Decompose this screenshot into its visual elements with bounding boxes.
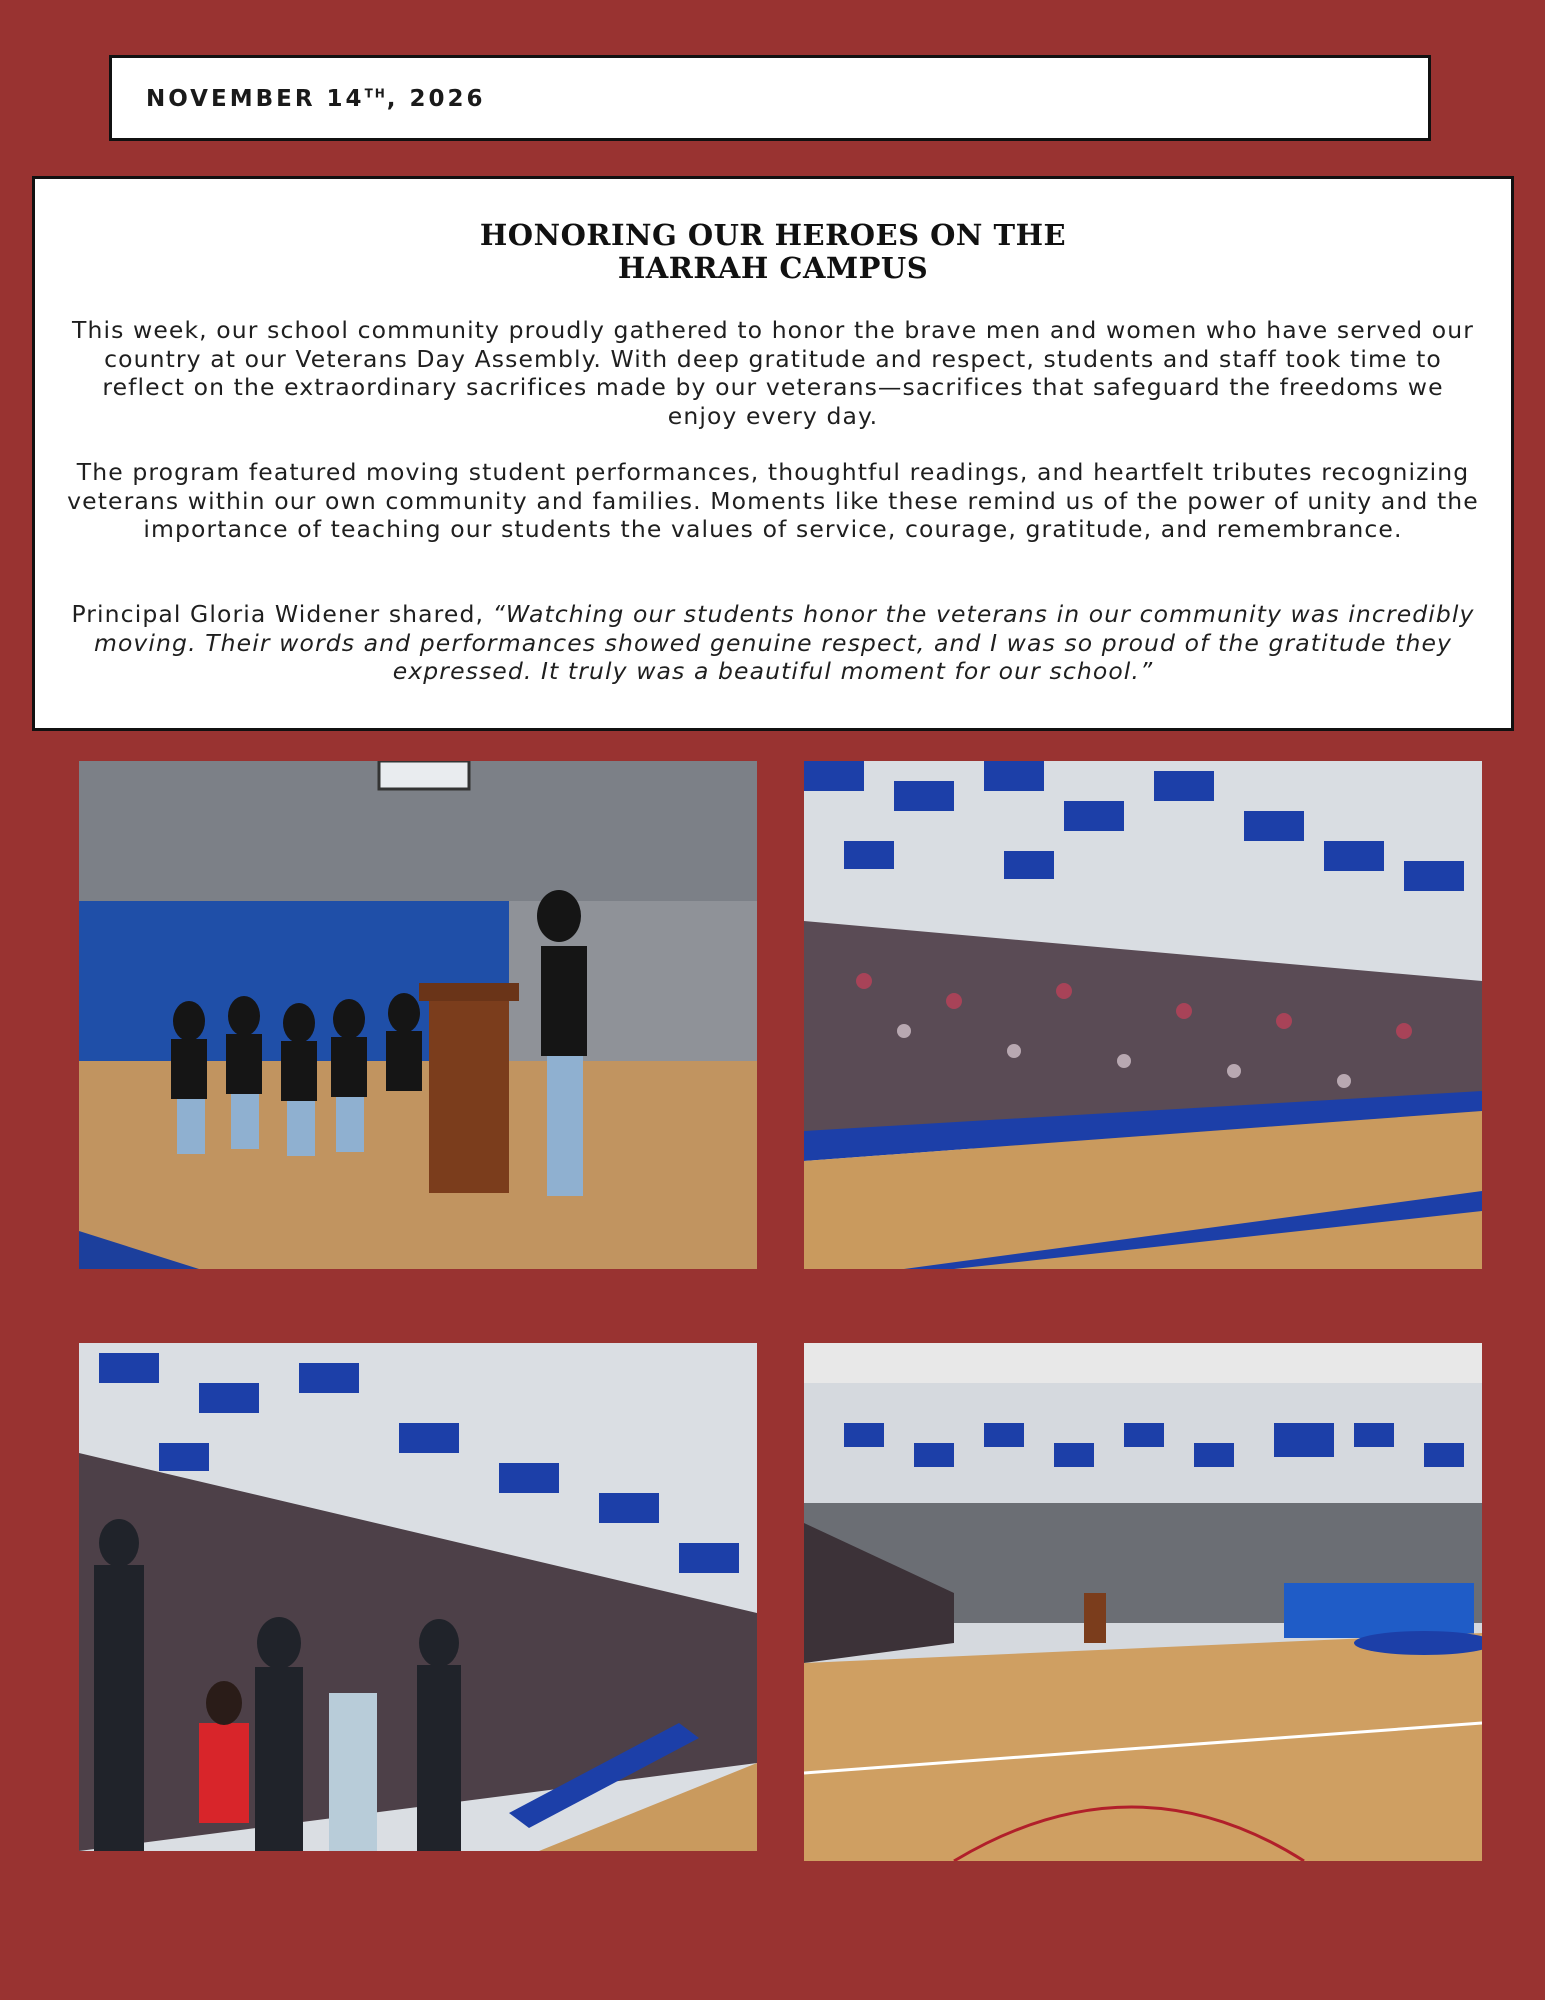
photo-crowd-bleachers xyxy=(804,761,1482,1269)
photo-student-speaker xyxy=(79,761,757,1269)
quote-attribution: Principal Gloria Widener shared, xyxy=(71,600,493,628)
headline-line-2: HARRAH CAMPUS xyxy=(617,251,929,285)
date-year: , 2026 xyxy=(386,86,486,112)
paragraph-3 xyxy=(65,600,1481,686)
paragraph-1: This week, our school community proudly gathered to honor the brave men and women who have served our country at our Veterans Day Assembly. With deep gratitude and respect, students and staff took time to reflect on the extraordinary sacrifices made by our veterans—sacrifices that safeguard the freedoms we enjoy every day. xyxy=(72,316,1474,430)
photo-standing-crowd xyxy=(79,1343,757,1851)
article-card xyxy=(32,176,1514,731)
date-month-day: NOVEMBER 14 xyxy=(146,86,365,112)
date-banner xyxy=(109,55,1431,141)
article-headline xyxy=(35,219,1511,285)
paragraph-2: The program featured moving student performances, thoughtful readings, and heartfelt tributes recognizing veterans within our own community and families. Moments like these remind us of the power of unity and the importance of teaching our students the values of service, courage, gratitude, and remembrance. xyxy=(67,458,1479,543)
headline-line-1: HONORING OUR HEROES ON THE xyxy=(479,218,1067,252)
issue-date xyxy=(146,86,486,112)
principal-quote: “Watching our students honor the veterans in our community was incredibly moving. Their words and performances showed genuine respect, and I was so proud of the gratitude they expressed. It truly was a beautiful moment for our school.” xyxy=(93,600,1475,685)
photo-gym-wide xyxy=(804,1343,1482,1861)
date-suffix: TH xyxy=(364,86,387,101)
